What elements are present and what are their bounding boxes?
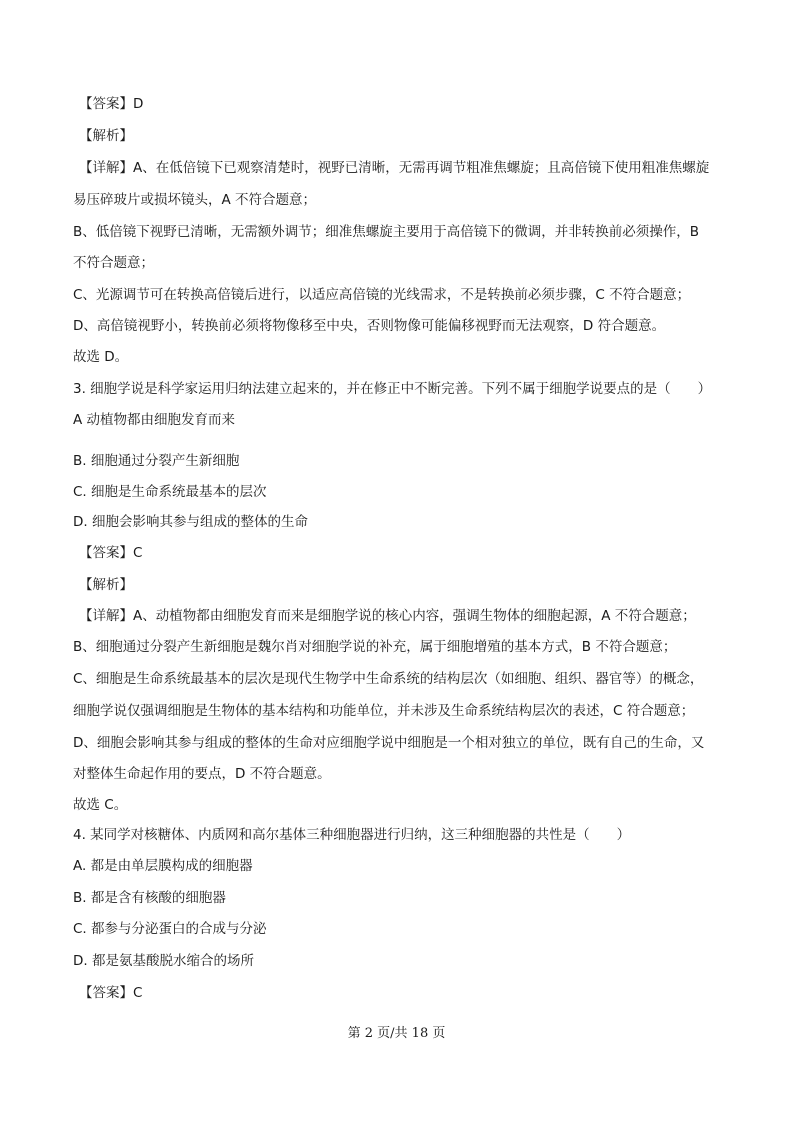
q2-option-d-analysis: D、高倍镜视野小，转换前必须将物像移至中央，否则物像可能偏移视野而无法观察，D 符合题意。 bbox=[73, 318, 666, 334]
q2-detail-line-2: 易压碎玻片或损坏镜头，A 不符合题意； bbox=[73, 192, 317, 208]
q4-option-c: C. 都参与分泌蛋白的合成与分泌 bbox=[73, 921, 267, 937]
q4-option-b: B. 都是含有核酸的细胞器 bbox=[73, 890, 226, 906]
q4-option-d: D. 都是氨基酸脱水缩合的场所 bbox=[73, 953, 254, 969]
q3-detail-d-1: D、细胞会影响其参与组成的整体的生命对应细胞学说中细胞是一个相对独立的单位，既有自己的生命，又 bbox=[73, 735, 705, 751]
q3-option-a: A 动植物都由细胞发育而来 bbox=[73, 412, 236, 428]
q3-detail-c-2: 细胞学说仅强调细胞是生物体的基本结构和功能单位，并未涉及生命系统结构层次的表述，C 符合题意； bbox=[73, 703, 695, 719]
q3-conclusion: 故选 C。 bbox=[73, 797, 128, 813]
q3-detail-b: B、细胞通过分裂产生新细胞是魏尔肖对细胞学说的补充，属于细胞增殖的基本方式，B 不符合题意； bbox=[73, 639, 677, 655]
q2-conclusion: 故选 D。 bbox=[73, 349, 129, 365]
q3-option-c: C. 细胞是生命系统最基本的层次 bbox=[73, 484, 267, 500]
q3-detail-d-2: 对整体生命起作用的要点，D 不符合题意。 bbox=[73, 766, 331, 782]
q2-detail-line-1: 【详解】A、在低倍镜下已观察清楚时，视野已清晰，无需再调节粗准焦螺旋；且高倍镜下使用粗准焦螺旋 bbox=[79, 160, 710, 176]
q4-question: 4. 某同学对核糖体、内质网和高尔基体三种细胞器进行归纳，这三种细胞器的共性是（ ） bbox=[73, 827, 631, 843]
q3-option-d: D. 细胞会影响其参与组成的整体的生命 bbox=[73, 514, 308, 530]
page-footer: 第 2 页/共 18 页 bbox=[347, 1026, 446, 1041]
q3-detail-a: 【详解】A、动植物都由细胞发育而来是细胞学说的核心内容，强调生物体的细胞起源，A 不符合题意； bbox=[79, 608, 696, 624]
q2-option-c-analysis: C、光源调节可在转换高倍镜后进行，以适应高倍镜的光线需求，不是转换前必须步骤，C 不符合题意； bbox=[73, 287, 691, 303]
q4-option-a: A. 都是由单层膜构成的细胞器 bbox=[73, 858, 253, 874]
q3-analysis-label: 【解析】 bbox=[79, 577, 133, 593]
q3-option-b: B. 细胞通过分裂产生新细胞 bbox=[73, 453, 240, 469]
q2-answer: 【答案】D bbox=[79, 96, 144, 112]
q2-option-b-analysis-2: 不符合题意； bbox=[73, 255, 154, 271]
q3-answer: 【答案】C bbox=[79, 545, 143, 561]
q3-question: 3. 细胞学说是科学家运用归纳法建立起来的，并在修正中不断完善。下列不属于细胞学说要点的是（ ） bbox=[73, 381, 712, 397]
q4-answer: 【答案】C bbox=[79, 985, 143, 1001]
q2-option-b-analysis-1: B、低倍镜下视野已清晰，无需额外调节；细准焦螺旋主要用于高倍镜下的微调，并非转换前必须操作，B bbox=[73, 224, 700, 240]
q3-detail-c-1: C、细胞是生命系统最基本的层次是现代生物学中生命系统的结构层次（如细胞、组织、器官等）的概念， bbox=[73, 671, 704, 687]
q2-analysis-label: 【解析】 bbox=[79, 128, 133, 144]
